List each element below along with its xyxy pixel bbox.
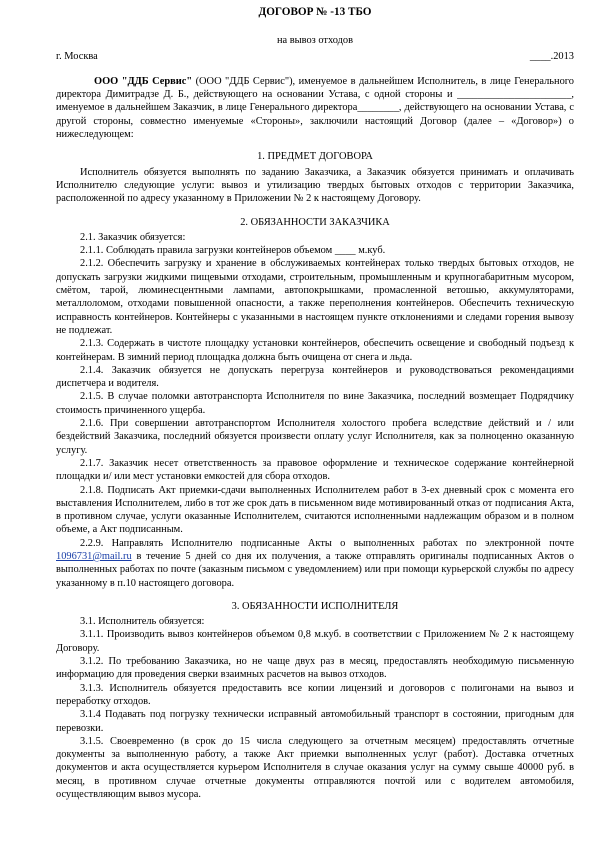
clause-2-1-7: 2.1.7. Заказчик несет ответственность за правовое оформление и техническое содержание контейнерной площадки и/ или мест установки емкостей для сбора отходов. [56,457,574,483]
company-name: ООО "ДДБ Сервис" [94,75,193,87]
section-3-heading: 3. ОБЯЗАННОСТИ ИСПОЛНИТЕЛЯ [231,600,399,612]
section-1-text: Исполнитель обязуется выполнять по заданию Заказчика, а Заказчик обязуется принимать и оплачивать Исполнителю следующие услуги: вывоз и утилизацию твердых бытовых отходов с территории Заказчика, расположенной по адресу указанному в Приложении № 2 к настоящему Договору. [56,166,574,205]
clause-2-2-9-start: 2.2.9. Направлять Исполнителю подписанные Акты о выполненных работах по электронной почте [80,537,574,549]
clause-3-1: 3.1. Исполнитель обязуется: [80,616,205,628]
document-title: ДОГОВОР № -13 ТБО [258,6,372,18]
clause-2-1-1: 2.1.1. Соблюдать правила загрузки контейнеров объемом ____ м.куб. [80,245,386,257]
city: г. Москва [56,50,98,62]
document-subtitle: на вывоз отходов [276,35,354,47]
clause-3-1-4: 3.1.4 Подавать под погрузку технически исправный автомобильный транспорт в состоянии, пригодным для перевозки. [56,709,574,734]
section-1-heading: 1. ПРЕДМЕТ ДОГОВОРА [257,151,373,163]
clause-2-1-5: 2.1.5. В случае поломки автотранспорта Исполнителя по вине Заказчика, последний возмещает Подрядчику стоимость причиненного ущерба. [56,391,574,416]
email-link[interactable]: 1096731@mail.ru [56,550,132,562]
clause-2-1-6: 2.1.6. При совершении автотранспортом Исполнителя холостого пробега вследствие действий и / или бездействий Заказчика, последний обязуется произвести оплату услуг Исполнителя, как за полноценно оказанную услугу. [56,418,574,456]
clause-2-2-9-end: в течение 5 дней со дня их получения, а также отправлять оригиналы подписанных Актов о выполненных работах по почте (заказным письмом с уведомлением) или при помощи курьерской службы по адресу указанному в п.10 настоящего договора. [56,550,574,589]
contract-date: ____.2013 [529,50,574,62]
preamble-text: (ООО "ДДБ Сервис"), именуемое в дальнейшем Исполнитель, в лице Генерального директора Димитрадзе Д. Б., действующего на основании Устава, с одной стороны и ______________________, именуемое в дальнейшем Заказчик, в лице Генерального директора________, действующего на основании Устава, с другой стороны, совместно именуемые «Стороны», заключили настоящий Договор (далее – «Договор») о нижеследующем: [56,75,574,141]
clause-2-1-8: 2.1.8. Подписать Акт приемки-сдачи выполненных Исполнителем работ в 3-ех дневный срок с момента его выставления Исполнителем, либо в тот же срок дать в письменном виде мотивированный отказ от подписания Акта, в противном случае, услуги оказанные Исполнителем, считаются исполненными надлежащим образом и в полном объеме, а Акт подписанным. [56,484,574,536]
city-date-line [56,50,574,63]
preamble [56,75,574,141]
clause-3-1-3: 3.1.3. Исполнитель обязуется предоставить все копии лицензий и договоров с полигонами на вывоз и переработку отходов. [56,682,574,707]
clause-3-1-5: 3.1.5. Своевременно (в срок до 15 числа следующего за отчетным месяцем) предоставлять отчетные документы за выполненную работу, а также Акт приемки выполненных услуг (работ). Доставка отчетных документов и акта осуществляется курьером Исполнителя в случае оказания услуг на сумму свыше 40000 руб. в месяц, в противном случае отчетные документы отправляются почтой или с водителем автомобиля, осуществляющим вывоз мусора. [56,735,574,801]
clause-2-1-4: 2.1.4. Заказчик обязуется не допускать перегруза контейнеров и руководствоваться рекомендациями диспетчера и водителя. [56,364,574,390]
clause-2-1: 2.1. Заказчик обязуется: [80,231,186,243]
clause-3-1-2: 3.1.2. По требованию Заказчика, но не чаще двух раз в месяц, предоставлять необходимую письменную информацию для проведения сверки взаимных расчетов на вывоз отходов. [56,656,574,681]
clause-2-1-2: 2.1.2. Обеспечить загрузку и хранение в обслуживаемых контейнерах только твердых бытовых отходов, не допускать загрузки жидкими пищевыми отходами, строительным, промышленным и крупногабаритным мусором, смётом, тарой, люминесцентными лампами, автопокрышками, промасленной ветошью, аккумуляторами, металлоломом, отходами повышенной опасности, а также переполнения контейнеров. Обеспечить техническую исправность контейнеров. Контейнеры с указанными в настоящем пункте отклонениями и следами горения вывозу не подлежат. [56,258,574,336]
clause-2-1-3: 2.1.3. Содержать в чистоте площадку установки контейнеров, обеспечить освещение и свободный подъезд к контейнерам. В зимний период площадка должна быть очищена от снега и льда. [56,338,574,363]
clause-2-2-9 [56,537,574,590]
section-2-heading: 2. ОБЯЗАННОСТИ ЗАКАЗЧИКА [240,216,390,228]
clause-3-1-1: 3.1.1. Производить вывоз контейнеров объемом 0,8 м.куб. в соответствии с Приложением № 2 к настоящему Договору. [56,629,574,654]
